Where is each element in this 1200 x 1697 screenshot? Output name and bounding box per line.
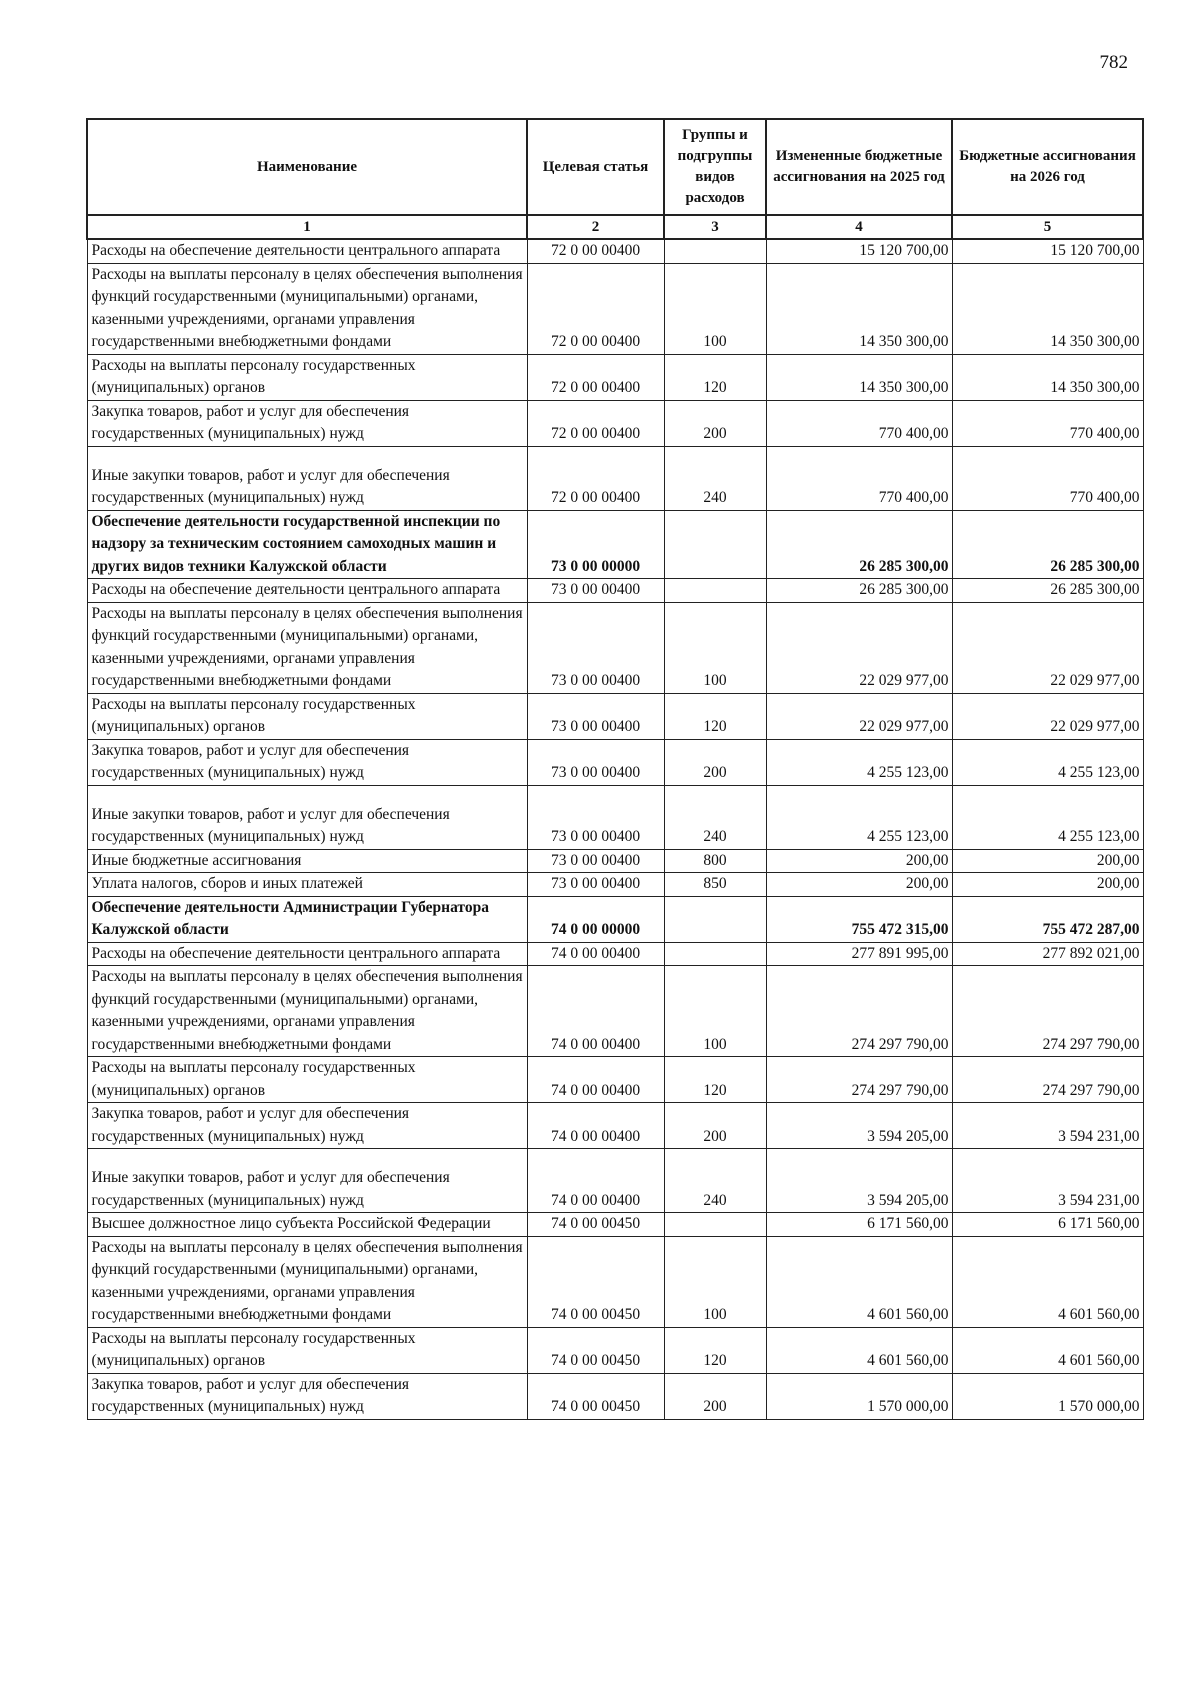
row-target-code: 73 0 00 00400 — [527, 739, 664, 785]
table-row — [87, 510, 1143, 579]
row-name: Обеспечение деятельности государственной инспекции по надзору за техническим состоянием самоходных машин и других видов техники Калужской области — [87, 510, 527, 579]
row-name: Расходы на выплаты персоналу государственных (муниципальных) органов — [87, 1057, 527, 1103]
row-amount-2025: 755 472 315,00 — [766, 896, 952, 942]
row-group-code — [664, 239, 766, 263]
row-name: Закупка товаров, работ и услуг для обеспечения государственных (муниципальных) нужд — [87, 1373, 527, 1419]
row-target-code: 74 0 00 00000 — [527, 896, 664, 942]
row-target-code: 73 0 00 00400 — [527, 849, 664, 873]
row-amount-2025: 200,00 — [766, 873, 952, 897]
row-amount-2026: 200,00 — [952, 873, 1143, 897]
table-row — [87, 400, 1143, 446]
table-row — [87, 1327, 1143, 1373]
row-group-code — [664, 896, 766, 942]
budget-table — [86, 118, 1144, 1420]
table-row — [87, 354, 1143, 400]
row-amount-2026: 4 255 123,00 — [952, 739, 1143, 785]
row-target-code: 72 0 00 00400 — [527, 354, 664, 400]
column-number: 1 — [87, 215, 527, 239]
row-group-code: 100 — [664, 966, 766, 1057]
row-amount-2026: 6 171 560,00 — [952, 1213, 1143, 1237]
row-amount-2026: 755 472 287,00 — [952, 896, 1143, 942]
table-row — [87, 446, 1143, 510]
row-amount-2026: 3 594 231,00 — [952, 1149, 1143, 1213]
table-row — [87, 896, 1143, 942]
row-name: Расходы на выплаты персоналу в целях обеспечения выполнения функций государственными (муниципальными) органами, казенными учреждениями, органами управления государственными внебюджетными фондами — [87, 263, 527, 354]
row-target-code: 74 0 00 00400 — [527, 966, 664, 1057]
row-group-code: 200 — [664, 1373, 766, 1419]
row-target-code: 74 0 00 00450 — [527, 1236, 664, 1327]
row-amount-2025: 26 285 300,00 — [766, 579, 952, 603]
row-name: Расходы на обеспечение деятельности центрального аппарата — [87, 942, 527, 966]
row-amount-2025: 770 400,00 — [766, 446, 952, 510]
row-name: Расходы на обеспечение деятельности центрального аппарата — [87, 579, 527, 603]
row-amount-2026: 26 285 300,00 — [952, 510, 1143, 579]
row-amount-2026: 274 297 790,00 — [952, 966, 1143, 1057]
column-number: 4 — [766, 215, 952, 239]
row-amount-2026: 4 601 560,00 — [952, 1236, 1143, 1327]
row-name: Иные закупки товаров, работ и услуг для обеспечения государственных (муниципальных) нужд — [87, 446, 527, 510]
row-name: Иные бюджетные ассигнования — [87, 849, 527, 873]
table-row — [87, 263, 1143, 354]
row-amount-2025: 4 601 560,00 — [766, 1236, 952, 1327]
header-2026: Бюджетные ассигнования на 2026 год — [952, 119, 1143, 215]
page-number: 782 — [1099, 52, 1128, 73]
row-group-code: 240 — [664, 1149, 766, 1213]
row-target-code: 74 0 00 00400 — [527, 1103, 664, 1149]
row-amount-2026: 770 400,00 — [952, 400, 1143, 446]
row-name: Расходы на выплаты персоналу государственных (муниципальных) органов — [87, 354, 527, 400]
row-amount-2025: 22 029 977,00 — [766, 693, 952, 739]
row-target-code: 74 0 00 00450 — [527, 1327, 664, 1373]
row-name: Расходы на выплаты персоналу в целях обеспечения выполнения функций государственными (муниципальными) органами, казенными учреждениями, органами управления государственными внебюджетными фондами — [87, 602, 527, 693]
row-group-code: 120 — [664, 693, 766, 739]
row-name: Обеспечение деятельности Администрации Губернатора Калужской области — [87, 896, 527, 942]
row-target-code: 72 0 00 00400 — [527, 446, 664, 510]
row-amount-2026: 3 594 231,00 — [952, 1103, 1143, 1149]
row-target-code: 73 0 00 00000 — [527, 510, 664, 579]
row-name: Закупка товаров, работ и услуг для обеспечения государственных (муниципальных) нужд — [87, 739, 527, 785]
row-group-code: 120 — [664, 1057, 766, 1103]
row-amount-2025: 26 285 300,00 — [766, 510, 952, 579]
row-amount-2025: 14 350 300,00 — [766, 263, 952, 354]
row-target-code: 73 0 00 00400 — [527, 873, 664, 897]
row-amount-2025: 22 029 977,00 — [766, 602, 952, 693]
column-number: 3 — [664, 215, 766, 239]
row-group-code: 120 — [664, 1327, 766, 1373]
table-row — [87, 1373, 1143, 1419]
row-target-code: 72 0 00 00400 — [527, 239, 664, 263]
column-number: 2 — [527, 215, 664, 239]
table-header — [87, 119, 1143, 239]
row-amount-2026: 4 601 560,00 — [952, 1327, 1143, 1373]
row-amount-2025: 274 297 790,00 — [766, 966, 952, 1057]
row-group-code: 200 — [664, 400, 766, 446]
row-amount-2025: 14 350 300,00 — [766, 354, 952, 400]
row-amount-2025: 3 594 205,00 — [766, 1103, 952, 1149]
row-group-code: 120 — [664, 354, 766, 400]
row-name: Высшее должностное лицо субъекта Российской Федерации — [87, 1213, 527, 1237]
row-name: Закупка товаров, работ и услуг для обеспечения государственных (муниципальных) нужд — [87, 400, 527, 446]
table-row — [87, 942, 1143, 966]
row-group-code: 100 — [664, 263, 766, 354]
header-2025: Измененные бюджетные ассигнования на 2025 год — [766, 119, 952, 215]
table-row — [87, 1103, 1143, 1149]
row-target-code: 73 0 00 00400 — [527, 693, 664, 739]
row-amount-2025: 4 255 123,00 — [766, 739, 952, 785]
table-row — [87, 849, 1143, 873]
row-amount-2026: 22 029 977,00 — [952, 602, 1143, 693]
row-amount-2026: 4 255 123,00 — [952, 785, 1143, 849]
row-amount-2026: 277 892 021,00 — [952, 942, 1143, 966]
row-name: Уплата налогов, сборов и иных платежей — [87, 873, 527, 897]
row-amount-2026: 22 029 977,00 — [952, 693, 1143, 739]
row-amount-2025: 4 601 560,00 — [766, 1327, 952, 1373]
row-target-code: 74 0 00 00450 — [527, 1213, 664, 1237]
row-target-code: 73 0 00 00400 — [527, 602, 664, 693]
table-row — [87, 873, 1143, 897]
row-amount-2025: 4 255 123,00 — [766, 785, 952, 849]
table-row — [87, 693, 1143, 739]
row-name: Расходы на выплаты персоналу в целях обеспечения выполнения функций государственными (муниципальными) органами, казенными учреждениями, органами управления государственными внебюджетными фондами — [87, 966, 527, 1057]
row-name: Расходы на выплаты персоналу государственных (муниципальных) органов — [87, 693, 527, 739]
row-group-code — [664, 1213, 766, 1237]
table-row — [87, 785, 1143, 849]
row-group-code: 240 — [664, 785, 766, 849]
row-target-code: 74 0 00 00400 — [527, 1149, 664, 1213]
row-amount-2025: 770 400,00 — [766, 400, 952, 446]
row-amount-2025: 1 570 000,00 — [766, 1373, 952, 1419]
header-target: Целевая статья — [527, 119, 664, 215]
row-amount-2025: 6 171 560,00 — [766, 1213, 952, 1237]
row-group-code — [664, 510, 766, 579]
table-row — [87, 1149, 1143, 1213]
row-target-code: 74 0 00 00400 — [527, 942, 664, 966]
row-amount-2026: 14 350 300,00 — [952, 354, 1143, 400]
row-target-code: 72 0 00 00400 — [527, 263, 664, 354]
table-row — [87, 1057, 1143, 1103]
row-group-code — [664, 942, 766, 966]
row-group-code: 850 — [664, 873, 766, 897]
row-group-code: 100 — [664, 1236, 766, 1327]
table-row — [87, 739, 1143, 785]
row-amount-2026: 26 285 300,00 — [952, 579, 1143, 603]
row-name: Закупка товаров, работ и услуг для обеспечения государственных (муниципальных) нужд — [87, 1103, 527, 1149]
row-name: Расходы на выплаты персоналу государственных (муниципальных) органов — [87, 1327, 527, 1373]
table-row — [87, 239, 1143, 263]
row-target-code: 73 0 00 00400 — [527, 579, 664, 603]
row-group-code: 200 — [664, 1103, 766, 1149]
row-target-code: 74 0 00 00400 — [527, 1057, 664, 1103]
row-target-code: 73 0 00 00400 — [527, 785, 664, 849]
table-row — [87, 579, 1143, 603]
row-group-code: 240 — [664, 446, 766, 510]
row-name: Расходы на выплаты персоналу в целях обеспечения выполнения функций государственными (муниципальными) органами, казенными учреждениями, органами управления государственными внебюджетными фондами — [87, 1236, 527, 1327]
row-target-code: 74 0 00 00450 — [527, 1373, 664, 1419]
row-amount-2025: 200,00 — [766, 849, 952, 873]
row-target-code: 72 0 00 00400 — [527, 400, 664, 446]
table-row — [87, 602, 1143, 693]
row-amount-2026: 770 400,00 — [952, 446, 1143, 510]
row-amount-2025: 15 120 700,00 — [766, 239, 952, 263]
row-group-code: 800 — [664, 849, 766, 873]
row-group-code — [664, 579, 766, 603]
row-amount-2026: 14 350 300,00 — [952, 263, 1143, 354]
row-amount-2025: 3 594 205,00 — [766, 1149, 952, 1213]
table-row — [87, 1236, 1143, 1327]
row-amount-2026: 200,00 — [952, 849, 1143, 873]
table-row — [87, 966, 1143, 1057]
row-group-code: 100 — [664, 602, 766, 693]
row-name: Расходы на обеспечение деятельности центрального аппарата — [87, 239, 527, 263]
table-row — [87, 1213, 1143, 1237]
row-amount-2025: 277 891 995,00 — [766, 942, 952, 966]
header-name: Наименование — [87, 119, 527, 215]
row-amount-2026: 274 297 790,00 — [952, 1057, 1143, 1103]
row-name: Иные закупки товаров, работ и услуг для обеспечения государственных (муниципальных) нужд — [87, 1149, 527, 1213]
row-amount-2025: 274 297 790,00 — [766, 1057, 952, 1103]
row-amount-2026: 15 120 700,00 — [952, 239, 1143, 263]
row-amount-2026: 1 570 000,00 — [952, 1373, 1143, 1419]
header-group: Группы и подгруппы видов расходов — [664, 119, 766, 215]
column-number: 5 — [952, 215, 1143, 239]
row-name: Иные закупки товаров, работ и услуг для обеспечения государственных (муниципальных) нужд — [87, 785, 527, 849]
table-body — [87, 239, 1143, 1419]
row-group-code: 200 — [664, 739, 766, 785]
